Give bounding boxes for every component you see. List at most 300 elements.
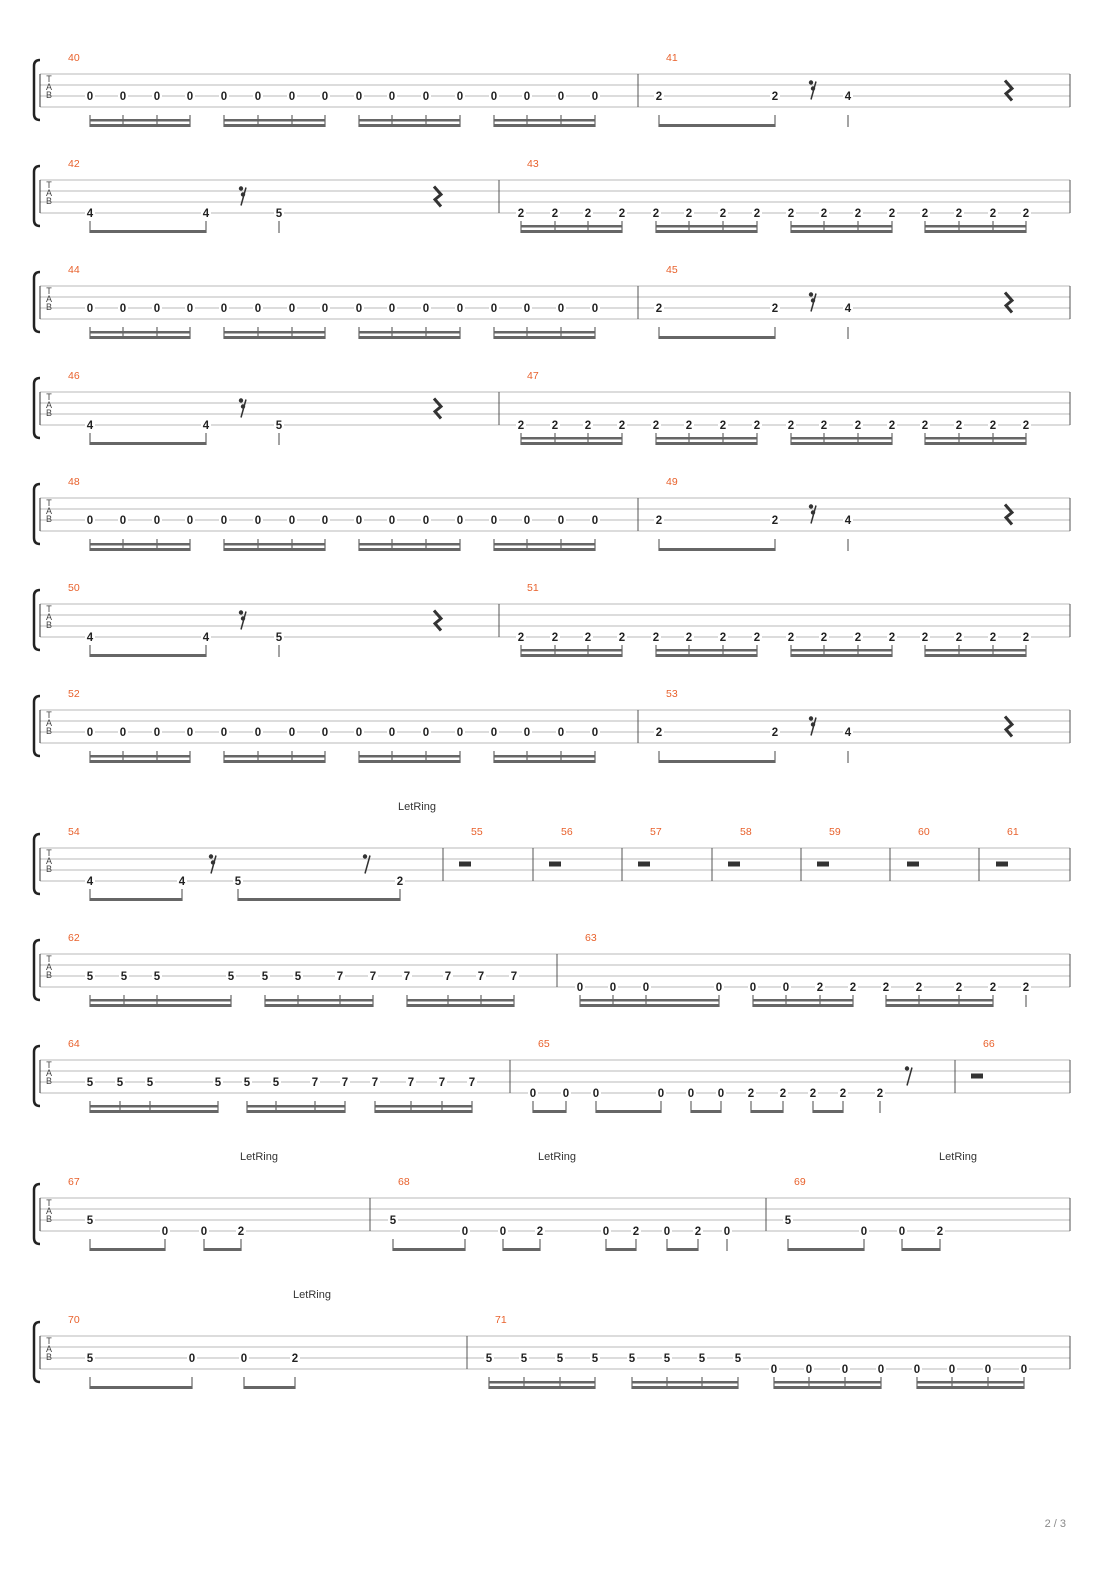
measure-number: 49 <box>666 476 678 488</box>
tab-clef-letter: T <box>46 710 52 720</box>
fret-number: 5 <box>86 971 94 983</box>
fret-number: 0 <box>913 1364 921 1376</box>
measure-number: 68 <box>398 1176 410 1188</box>
fret-number: 2 <box>655 515 663 527</box>
tab-clef-letter: A <box>45 856 53 866</box>
fret-number: 2 <box>888 632 896 644</box>
fret-number: 0 <box>86 515 94 527</box>
note-beam <box>90 548 190 551</box>
tab-clef-letter: A <box>45 400 53 410</box>
fret-number: 5 <box>243 1077 251 1089</box>
fret-number: 0 <box>388 303 396 315</box>
tab-clef-letter: B <box>45 196 53 206</box>
note-beam <box>359 124 460 127</box>
tab-system <box>34 582 1070 657</box>
note-beam <box>90 1110 218 1113</box>
tab-clef-letter: B <box>45 408 53 418</box>
measure-55 <box>459 826 533 881</box>
fret-number: 2 <box>915 982 923 994</box>
fret-number: 0 <box>355 727 363 739</box>
fret-number: 5 <box>275 208 283 220</box>
fret-number: 0 <box>529 1088 537 1100</box>
fret-number: 0 <box>984 1364 992 1376</box>
fret-number: 5 <box>294 971 302 983</box>
fret-number: 0 <box>523 515 531 527</box>
fret-number: 0 <box>642 982 650 994</box>
fret-number: 0 <box>523 91 531 103</box>
fret-number: 2 <box>787 208 795 220</box>
measure-number: 64 <box>68 1038 80 1050</box>
fret-number: 5 <box>591 1353 599 1365</box>
measure-number: 63 <box>585 932 597 944</box>
measure-number: 65 <box>538 1038 550 1050</box>
tab-clef-letter: B <box>45 970 53 980</box>
fret-number: 2 <box>685 632 693 644</box>
fret-number: 2 <box>551 632 559 644</box>
fret-number: 4 <box>86 876 94 888</box>
fret-number: 2 <box>237 1226 245 1238</box>
fret-number: 0 <box>288 727 296 739</box>
fret-number: 0 <box>119 515 127 527</box>
note-beam <box>90 1248 165 1251</box>
tab-clef-letter: T <box>46 498 52 508</box>
fret-number: 0 <box>220 91 228 103</box>
fret-number: 0 <box>388 727 396 739</box>
measure-number: 58 <box>740 826 752 838</box>
note-beam-secondary <box>632 1381 738 1384</box>
fret-number: 7 <box>341 1077 349 1089</box>
fret-number: 2 <box>771 303 779 315</box>
measure-number: 51 <box>527 582 539 594</box>
let-ring-annotation: LetRing <box>240 1151 278 1163</box>
fret-number: 5 <box>698 1353 706 1365</box>
fret-number: 0 <box>948 1364 956 1376</box>
note-beam <box>580 1004 719 1007</box>
note-beam <box>606 1248 636 1251</box>
note-beam-secondary <box>90 999 231 1002</box>
note-beam <box>691 1110 721 1113</box>
fret-number: 2 <box>517 208 525 220</box>
fret-number: 5 <box>784 1215 792 1227</box>
fret-number: 7 <box>468 1077 476 1089</box>
note-beam <box>204 1248 241 1251</box>
tab-clef-letter: T <box>46 604 52 614</box>
fret-number: 0 <box>86 727 94 739</box>
fret-number: 2 <box>787 632 795 644</box>
note-beam <box>407 1004 514 1007</box>
tab-clef-letter: A <box>45 1206 53 1216</box>
note-beam <box>393 1248 465 1251</box>
fret-number: 2 <box>517 420 525 432</box>
let-ring-annotation: LetRing <box>398 801 436 813</box>
tab-clef-letter: T <box>46 1060 52 1070</box>
fret-number: 0 <box>490 727 498 739</box>
system-bracket <box>34 60 40 120</box>
note-beam <box>521 442 622 445</box>
fret-number: 2 <box>652 420 660 432</box>
measure-number: 70 <box>68 1314 80 1326</box>
fret-number: 0 <box>749 982 757 994</box>
note-beam <box>494 548 595 551</box>
note-beam <box>886 1004 993 1007</box>
note-beam-secondary <box>224 543 325 546</box>
fret-number: 2 <box>955 632 963 644</box>
fret-number: 2 <box>779 1088 787 1100</box>
measure-43 <box>516 158 1070 233</box>
fret-number: 0 <box>576 982 584 994</box>
fret-number: 0 <box>723 1226 731 1238</box>
fret-number: 0 <box>557 303 565 315</box>
fret-number: 0 <box>1020 1364 1028 1376</box>
tab-clef-letter: T <box>46 392 52 402</box>
note-beam-secondary <box>359 331 460 334</box>
note-beam-secondary <box>224 331 325 334</box>
measure-47 <box>516 370 1070 445</box>
measure-65 <box>528 1038 955 1113</box>
fret-number: 2 <box>820 632 828 644</box>
fret-number: 0 <box>841 1364 849 1376</box>
tab-clef-letter: T <box>46 954 52 964</box>
fret-number: 0 <box>119 727 127 739</box>
tab-system <box>34 932 1070 1007</box>
note-beam <box>359 760 460 763</box>
note-beam-secondary <box>791 437 892 440</box>
fret-number: 5 <box>214 1077 222 1089</box>
fret-number: 0 <box>461 1226 469 1238</box>
note-beam-secondary <box>925 437 1026 440</box>
system-bracket <box>34 696 40 756</box>
measure-64 <box>68 1038 510 1113</box>
fret-number: 0 <box>188 1353 196 1365</box>
note-beam-secondary <box>90 755 190 758</box>
fret-number: 0 <box>321 727 329 739</box>
note-beam <box>90 230 206 233</box>
note-beam-secondary <box>925 225 1026 228</box>
system-bracket <box>34 378 40 438</box>
note-beam <box>90 898 182 901</box>
fret-number: 2 <box>854 420 862 432</box>
fret-number: 0 <box>254 515 262 527</box>
note-beam-secondary <box>753 999 853 1002</box>
fret-number: 2 <box>536 1226 544 1238</box>
fret-number: 2 <box>955 420 963 432</box>
measure-number: 57 <box>650 826 662 838</box>
fret-number: 2 <box>719 632 727 644</box>
note-beam <box>375 1110 472 1113</box>
measure-number: 61 <box>1007 826 1019 838</box>
fret-number: 2 <box>655 727 663 739</box>
note-beam <box>521 230 622 233</box>
note-beam <box>791 654 892 657</box>
note-beam <box>656 442 757 445</box>
note-beam <box>494 336 595 339</box>
system-bracket <box>34 834 40 894</box>
fret-number: 5 <box>116 1077 124 1089</box>
fret-number: 0 <box>288 515 296 527</box>
note-beam <box>359 336 460 339</box>
fret-number: 7 <box>477 971 485 983</box>
note-beam-secondary <box>494 331 595 334</box>
note-beam <box>90 336 190 339</box>
tab-system <box>34 1151 1070 1251</box>
system-bracket <box>34 940 40 1000</box>
tab-clef-letter: B <box>45 1352 53 1362</box>
tab-clef-letter: A <box>45 188 53 198</box>
note-beam <box>925 654 1026 657</box>
note-beam-secondary <box>791 649 892 652</box>
fret-number: 2 <box>753 632 761 644</box>
note-beam-secondary <box>224 119 325 122</box>
measure-number: 41 <box>666 52 678 64</box>
tab-system <box>34 1038 1070 1113</box>
measure-45 <box>654 264 1070 339</box>
note-beam <box>244 1386 295 1389</box>
note-beam-secondary <box>359 119 460 122</box>
note-beam <box>521 654 622 657</box>
fret-number: 0 <box>602 1226 610 1238</box>
note-beam <box>667 1248 698 1251</box>
fret-number: 2 <box>809 1088 817 1100</box>
fret-number: 4 <box>202 420 210 432</box>
fret-number: 2 <box>719 208 727 220</box>
fret-number: 4 <box>86 632 94 644</box>
fret-number: 0 <box>119 303 127 315</box>
fret-number: 0 <box>422 303 430 315</box>
fret-number: 0 <box>220 727 228 739</box>
measure-68 <box>388 1176 766 1251</box>
fret-number: 2 <box>551 208 559 220</box>
fret-number: 5 <box>120 971 128 983</box>
fret-number: 0 <box>456 303 464 315</box>
tab-clef-letter: B <box>45 1214 53 1224</box>
tab-clef-letter: A <box>45 1344 53 1354</box>
fret-number: 2 <box>921 420 929 432</box>
fret-number: 2 <box>955 982 963 994</box>
fret-number: 2 <box>747 1088 755 1100</box>
fret-number: 0 <box>591 515 599 527</box>
fret-number: 0 <box>288 91 296 103</box>
note-beam <box>753 1004 853 1007</box>
fret-number: 0 <box>877 1364 885 1376</box>
tab-clef-letter: B <box>45 726 53 736</box>
measure-number: 71 <box>495 1314 507 1326</box>
note-beam <box>265 1004 373 1007</box>
measure-42 <box>68 158 499 233</box>
note-beam <box>224 124 325 127</box>
measure-number: 69 <box>794 1176 806 1188</box>
measure-number: 42 <box>68 158 80 170</box>
fret-number: 4 <box>202 208 210 220</box>
system-bracket <box>34 1184 40 1244</box>
fret-number: 2 <box>584 420 592 432</box>
fret-number: 0 <box>240 1353 248 1365</box>
fret-number: 4 <box>844 515 852 527</box>
fret-number: 0 <box>609 982 617 994</box>
note-beam <box>489 1386 595 1389</box>
fret-number: 2 <box>888 208 896 220</box>
note-beam-secondary <box>407 999 514 1002</box>
measure-number: 50 <box>68 582 80 594</box>
fret-number: 2 <box>1022 208 1030 220</box>
measure-number: 62 <box>68 932 80 944</box>
measure-70 <box>68 1314 467 1389</box>
note-beam <box>533 1110 566 1113</box>
measure-71 <box>484 1314 1070 1389</box>
note-beam <box>90 124 190 127</box>
measure-56 <box>549 826 622 881</box>
tab-clef-letter: T <box>46 1198 52 1208</box>
fret-number: 5 <box>86 1215 94 1227</box>
fret-number: 7 <box>510 971 518 983</box>
fret-number: 0 <box>86 91 94 103</box>
fret-number: 0 <box>288 303 296 315</box>
fret-number: 2 <box>876 1088 884 1100</box>
note-beam <box>90 1386 192 1389</box>
fret-number: 2 <box>989 632 997 644</box>
measure-51 <box>516 582 1070 657</box>
fret-number: 0 <box>490 91 498 103</box>
let-ring-annotation: LetRing <box>293 1289 331 1301</box>
fret-number: 5 <box>234 876 242 888</box>
fret-number: 2 <box>936 1226 944 1238</box>
note-beam <box>359 548 460 551</box>
note-beam-secondary <box>925 649 1026 652</box>
fret-number: 0 <box>456 727 464 739</box>
measure-number: 46 <box>68 370 80 382</box>
fret-number: 0 <box>422 727 430 739</box>
measure-number: 56 <box>561 826 573 838</box>
note-beam <box>632 1386 738 1389</box>
fret-number: 2 <box>989 208 997 220</box>
note-beam-secondary <box>489 1381 595 1384</box>
note-beam-secondary <box>494 119 595 122</box>
measure-44 <box>68 264 816 339</box>
tab-system <box>34 801 1070 901</box>
fret-number: 5 <box>520 1353 528 1365</box>
note-beam-secondary <box>656 437 757 440</box>
note-beam <box>656 654 757 657</box>
tab-clef-letter: T <box>46 286 52 296</box>
fret-number: 2 <box>584 632 592 644</box>
tab-clef-letter: T <box>46 180 52 190</box>
measure-number: 53 <box>666 688 678 700</box>
measure-number: 60 <box>918 826 930 838</box>
fret-number: 0 <box>186 303 194 315</box>
note-beam <box>503 1248 540 1251</box>
measure-number: 47 <box>527 370 539 382</box>
fret-number: 0 <box>153 515 161 527</box>
fret-number: 2 <box>787 420 795 432</box>
fret-number: 4 <box>844 91 852 103</box>
fret-number: 0 <box>860 1226 868 1238</box>
note-beam-secondary <box>521 225 622 228</box>
fret-number: 5 <box>389 1215 397 1227</box>
fret-number: 2 <box>771 91 779 103</box>
note-beam <box>925 442 1026 445</box>
system-bracket <box>34 166 40 226</box>
fret-number: 0 <box>770 1364 778 1376</box>
tab-clef-letter: T <box>46 1336 52 1346</box>
measure-52 <box>68 688 816 763</box>
fret-number: 5 <box>275 632 283 644</box>
fret-number: 0 <box>86 303 94 315</box>
fret-number: 5 <box>485 1353 493 1365</box>
fret-number: 0 <box>557 91 565 103</box>
fret-number: 2 <box>719 420 727 432</box>
note-beam-secondary <box>265 999 373 1002</box>
tab-clef-letter: B <box>45 302 53 312</box>
fret-number: 0 <box>388 91 396 103</box>
note-beam-secondary <box>224 755 325 758</box>
note-beam-secondary <box>375 1105 472 1108</box>
fret-number: 0 <box>321 303 329 315</box>
fret-number: 5 <box>261 971 269 983</box>
fret-number: 0 <box>220 303 228 315</box>
fret-number: 2 <box>1022 420 1030 432</box>
fret-number: 0 <box>153 303 161 315</box>
fret-number: 0 <box>499 1226 507 1238</box>
fret-number: 2 <box>517 632 525 644</box>
measure-59 <box>817 826 890 881</box>
fret-number: 2 <box>694 1226 702 1238</box>
fret-number: 2 <box>655 91 663 103</box>
fret-number: 0 <box>523 727 531 739</box>
note-beam <box>751 1110 783 1113</box>
fret-number: 0 <box>456 515 464 527</box>
fret-number: 0 <box>161 1226 169 1238</box>
fret-number: 0 <box>321 91 329 103</box>
note-beam-secondary <box>494 755 595 758</box>
note-beam-secondary <box>90 119 190 122</box>
fret-number: 5 <box>663 1353 671 1365</box>
fret-number: 0 <box>254 91 262 103</box>
fret-number: 2 <box>854 208 862 220</box>
tab-clef-letter: A <box>45 506 53 516</box>
fret-number: 7 <box>407 1077 415 1089</box>
fret-number: 0 <box>186 727 194 739</box>
note-beam <box>494 124 595 127</box>
measure-number: 45 <box>666 264 678 276</box>
note-beam <box>494 760 595 763</box>
note-beam <box>90 654 206 657</box>
note-beam <box>788 1248 864 1251</box>
tab-system <box>34 688 1070 763</box>
fret-number: 7 <box>369 971 377 983</box>
fret-number: 4 <box>86 208 94 220</box>
measure-number: 54 <box>68 826 80 838</box>
fret-number: 7 <box>371 1077 379 1089</box>
measure-63 <box>575 932 1070 1007</box>
fret-number: 0 <box>153 91 161 103</box>
note-beam-secondary <box>521 437 622 440</box>
fret-number: 4 <box>86 420 94 432</box>
note-beam-secondary <box>791 225 892 228</box>
fret-number: 0 <box>557 727 565 739</box>
note-beam-secondary <box>494 543 595 546</box>
fret-number: 0 <box>591 91 599 103</box>
fret-number: 2 <box>849 982 857 994</box>
fret-number: 0 <box>422 515 430 527</box>
fret-number: 2 <box>551 420 559 432</box>
note-beam-secondary <box>886 999 993 1002</box>
note-beam-secondary <box>656 225 757 228</box>
tab-system <box>34 1289 1070 1389</box>
measure-number: 67 <box>68 1176 80 1188</box>
note-beam <box>925 230 1026 233</box>
measure-number: 44 <box>68 264 80 276</box>
fret-number: 0 <box>186 91 194 103</box>
note-beam <box>247 1110 345 1113</box>
